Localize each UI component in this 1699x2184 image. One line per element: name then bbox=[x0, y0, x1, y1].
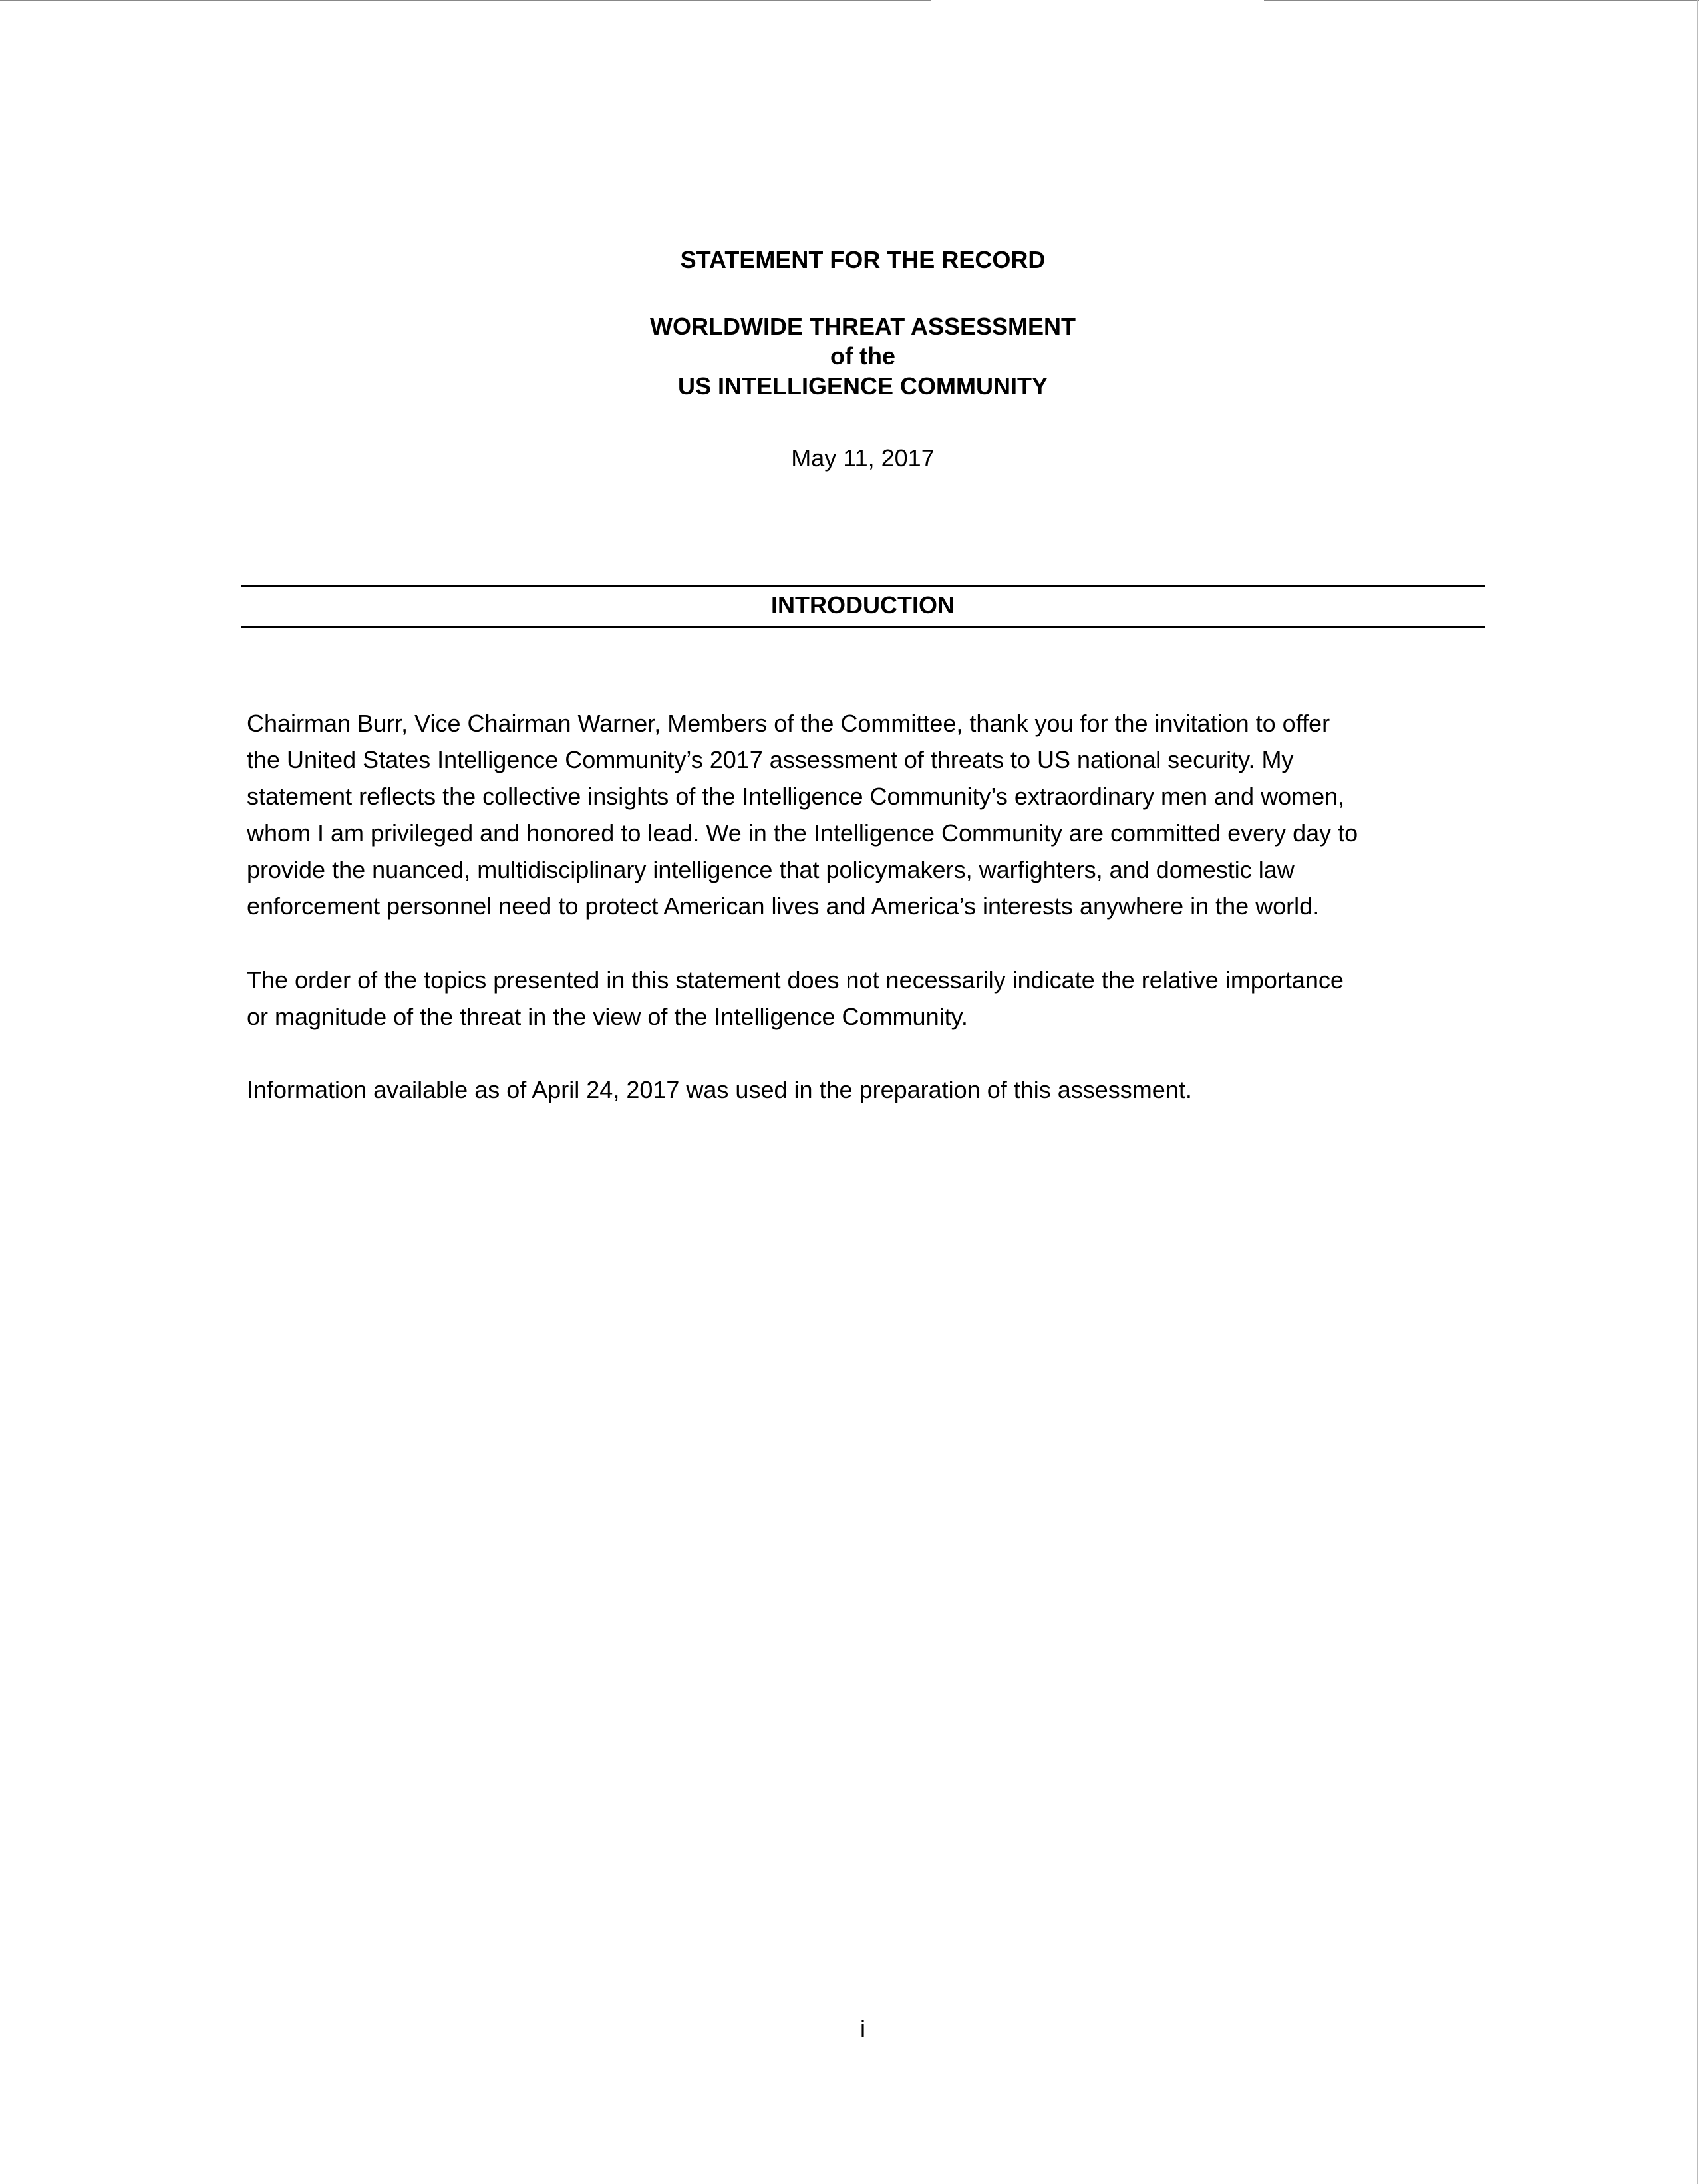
document-date: May 11, 2017 bbox=[791, 444, 935, 472]
text-line: enforcement personnel need to protect American lives and America’s interests anywhere in the world. bbox=[247, 892, 1320, 920]
intro-paragraph bbox=[247, 705, 1358, 924]
topic-order-paragraph bbox=[247, 962, 1344, 1035]
text-line: the United States Intelligence Community’s 2017 assessment of threats to US national security. My bbox=[247, 746, 1294, 773]
document-title-line1: WORLDWIDE THREAT ASSESSMENT bbox=[650, 313, 1076, 340]
section-rule-top bbox=[241, 585, 1485, 587]
text-line: provide the nuanced, multidisciplinary intelligence that policymakers, warfighters, and domestic law bbox=[247, 856, 1295, 883]
scan-edge-top-right bbox=[1264, 0, 1699, 1]
text-line: whom I am privileged and honored to lead. We in the Intelligence Community are committed every day to bbox=[247, 819, 1358, 847]
statement-heading: STATEMENT FOR THE RECORD bbox=[680, 246, 1046, 273]
section-rule-bottom bbox=[241, 626, 1485, 628]
text-line: The order of the topics presented in this statement does not necessarily indicate the relative importance bbox=[247, 966, 1344, 994]
scan-edge-top bbox=[0, 0, 931, 1]
text-line: or magnitude of the threat in the view of the Intelligence Community. bbox=[247, 1003, 968, 1030]
document-title-line2: of the bbox=[830, 342, 895, 370]
document-title-line3: US INTELLIGENCE COMMUNITY bbox=[678, 372, 1048, 400]
text-line: Information available as of April 24, 2017 was used in the preparation of this assessment. bbox=[247, 1076, 1192, 1103]
text-line: statement reflects the collective insights of the Intelligence Community’s extraordinary men and women, bbox=[247, 783, 1345, 810]
section-heading: INTRODUCTION bbox=[771, 591, 955, 618]
information-date-paragraph bbox=[247, 1071, 1192, 1108]
text-line: Chairman Burr, Vice Chairman Warner, Members of the Committee, thank you for the invitation to offer bbox=[247, 710, 1330, 737]
page-number: i bbox=[860, 2015, 865, 2042]
